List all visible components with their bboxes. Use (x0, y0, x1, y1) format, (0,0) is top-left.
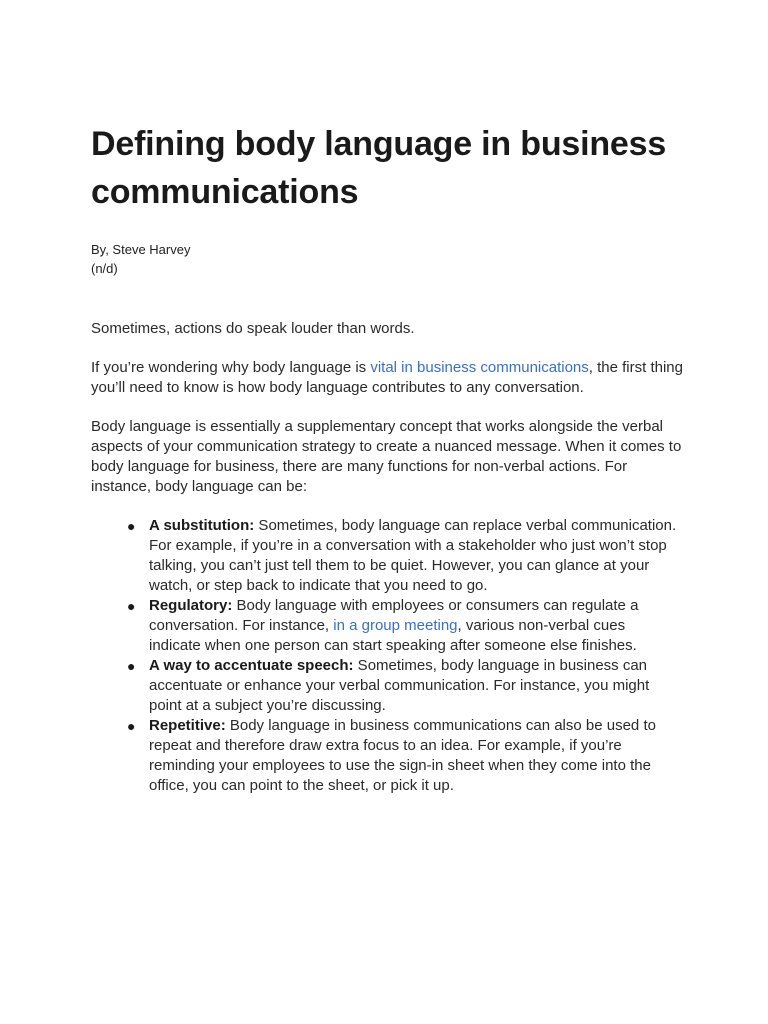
link-vital-business-communications[interactable]: vital in business communications (370, 359, 589, 376)
list-item-text: Body language in business communications can also be used to repeat and therefore draw extra focus to an idea. For example, if you’re reminding your employees to use the sign-in sheet when they come into the office, you can point to the sheet, or pick it up. (149, 717, 656, 794)
list-item-text-before: Body language with employees or consumers can regulate a conversation. For instance, (149, 597, 639, 634)
list-item-text-after: , various non-verbal cues indicate when one person can start speaking after someone else finishes. (149, 617, 637, 654)
list-item-repetitive (127, 716, 679, 796)
document-page (91, 120, 691, 796)
byline: By, Steve Harvey (91, 242, 191, 257)
paragraph-2 (91, 358, 691, 398)
lead-paragraph: Sometimes, actions do speak louder than words. (91, 320, 415, 337)
list-item-term: A way to accentuate speech: (149, 657, 354, 674)
publish-date: (n/d) (91, 261, 118, 276)
article-title: Defining body language in business communications (91, 125, 667, 211)
bullet-dot-icon: ● (127, 658, 136, 674)
list-item-text: Sometimes, body language in business can accentuate or enhance your verbal communication. For instance, you might point at a subject you’re discussing. (149, 657, 650, 714)
list-item-substitution (127, 516, 679, 596)
paragraph-3: Body language is essentially a supplementary concept that works alongside the verbal aspects of your communication strategy to create a nuanced message. When it comes to body language for business, there are many functions for non-verbal actions. For instance, body language can be: (91, 418, 682, 495)
link-in-a-group-meeting[interactable]: in a group meeting (333, 617, 458, 634)
paragraph-2-text-before: If you’re wondering why body language is (91, 359, 371, 376)
paragraph-2-text-after: , the first thing you’ll need to know is how body language contributes to any conversation. (91, 359, 683, 396)
body-language-functions-list (91, 516, 691, 796)
list-item-term: Regulatory: (149, 597, 233, 614)
list-item-regulatory (127, 596, 679, 656)
list-item-term: A substitution: (149, 517, 255, 534)
list-item-accentuate-speech (127, 656, 679, 716)
bullet-dot-icon: ● (127, 718, 136, 734)
bullet-dot-icon: ● (127, 598, 136, 614)
article-meta (91, 240, 691, 278)
list-item-text: Sometimes, body language can replace verbal communication. For example, if you’re in a conversation with a stakeholder who just won’t stop talking, you can’t just tell them to be quiet. However, you can glance at your watch, or step back to indicate that you need to go. (149, 517, 677, 594)
list-item-term: Repetitive: (149, 717, 226, 734)
bullet-dot-icon: ● (127, 518, 136, 534)
